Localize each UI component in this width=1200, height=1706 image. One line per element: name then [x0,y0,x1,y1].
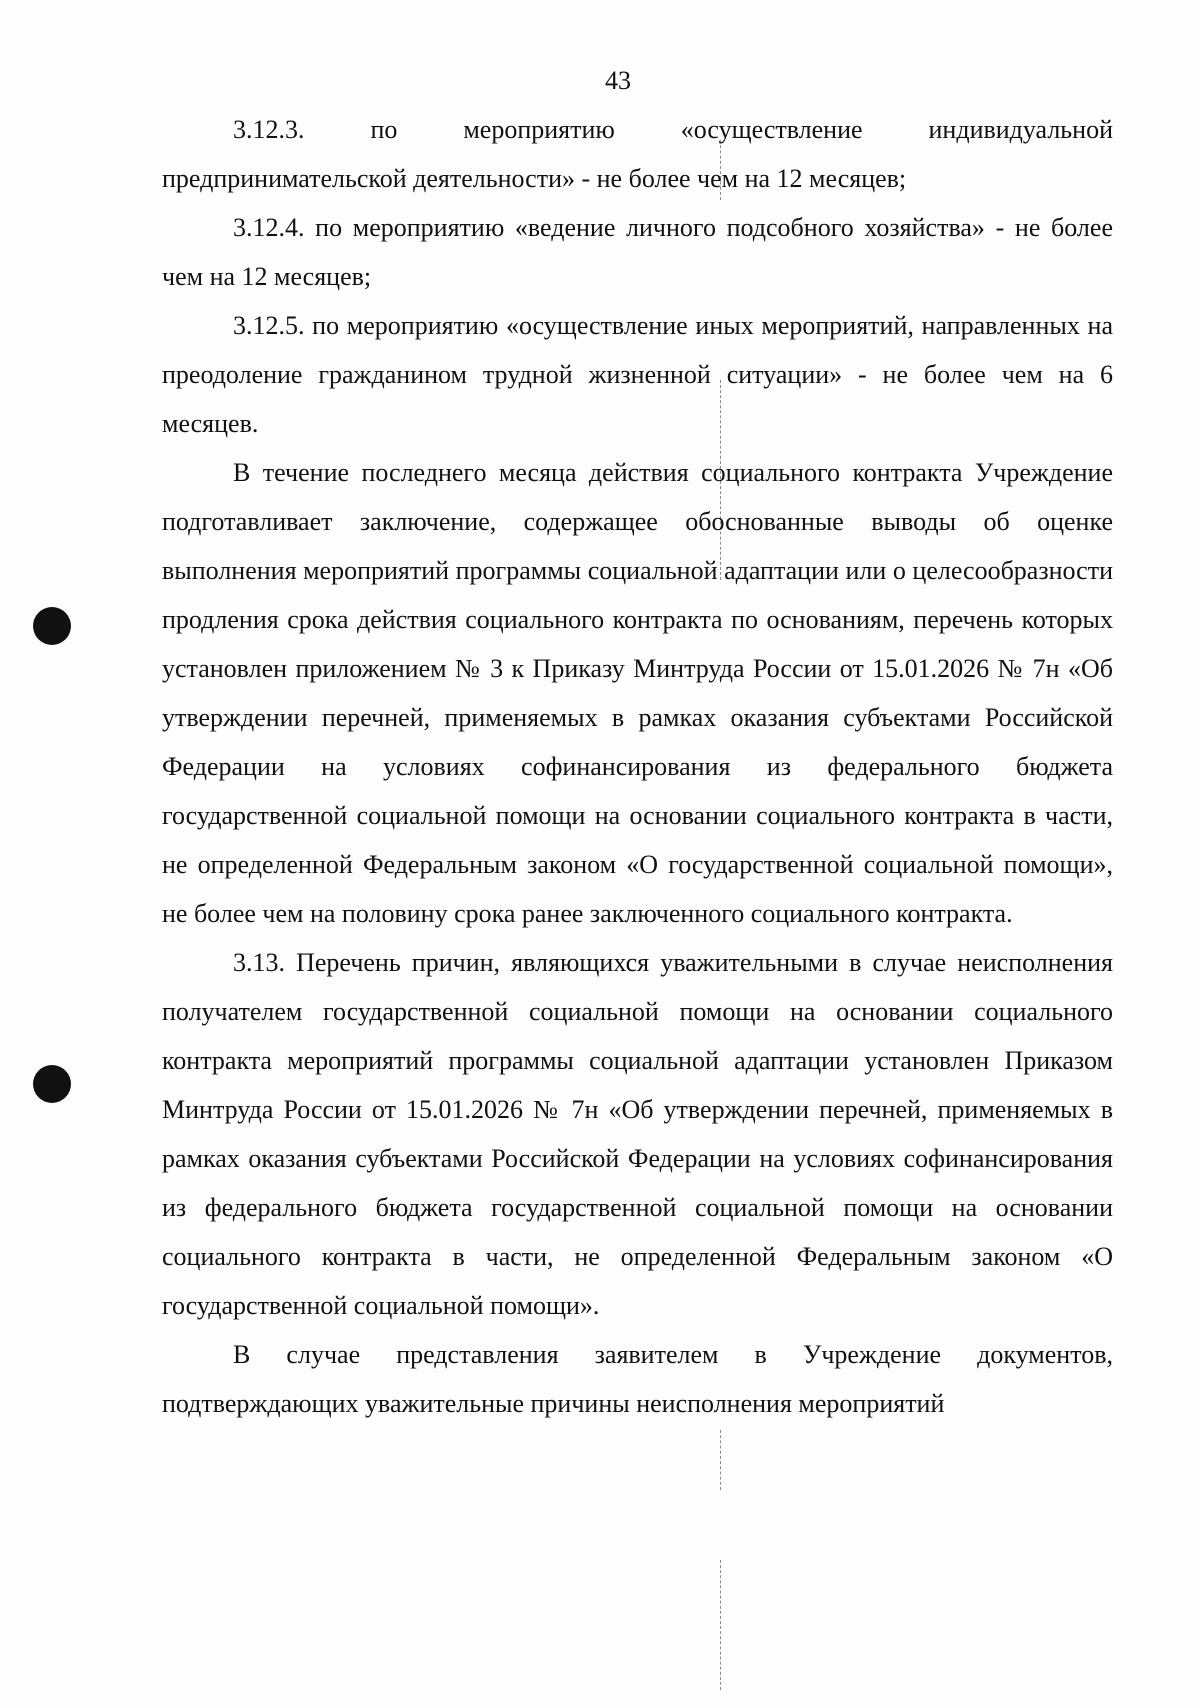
page-number: 43 [605,66,631,95]
punch-hole [33,607,71,645]
paragraph-3-12-3: 3.12.3. по мероприятию «осуществление индивидуальной предпринимательской деятельности» - не более чем на 12 месяцев; [162,115,1113,193]
paragraph-3-13: 3.13. Перечень причин, являющихся уважительными в случае неисполнения получателем государственной социальной помощи на основании социального контракта мероприятий программы социальной адаптации установлен Приказом Минтруда России от 15.01.2026 № 7н «Об утверждении перечней, применяемых в рамках оказания субъектами Российской Федерации на условиях софинансирования из федерального бюджета государственной социальной помощи на основании социального контракта в части, не определенной Федеральным законом «О государственной социальной помощи». [162,948,1113,1320]
punch-hole [33,1065,71,1103]
paragraph-3-12-4: 3.12.4. по мероприятию «ведение личного подсобного хозяйства» - не более чем на 12 месяцев; [162,213,1113,291]
document-body [162,105,1113,1428]
paragraph-contract-conclusion: В течение последнего месяца действия социального контракта Учреждение подготавливает заключение, содержащее обоснованные выводы об оценке выполнения мероприятий программы социальной адаптации или о целесообразности продления срока действия социального контракта по основаниям, перечень которых установлен приложением № 3 к Приказу Минтруда России от 15.01.2026 № 7н «Об утверждении перечней, применяемых в рамках оказания субъектами Российской Федерации на условиях софинансирования из федерального бюджета государственной социальной помощи на основании социального контракта в части, не определенной Федеральным законом «О государственной социальной помощи», не более чем на половину срока ранее заключенного социального контракта. [162,458,1113,928]
paragraph-3-12-5: 3.12.5. по мероприятию «осуществление иных мероприятий, направленных на преодоление гражданином трудной жизненной ситуации» - не более чем на 6 месяцев. [162,311,1113,438]
paragraph-supporting-documents: В случае представления заявителем в Учреждение документов, подтверждающих уважительные причины неисполнения мероприятий [162,1340,1113,1418]
fold-line [720,1560,721,1690]
fold-line [720,1430,721,1490]
